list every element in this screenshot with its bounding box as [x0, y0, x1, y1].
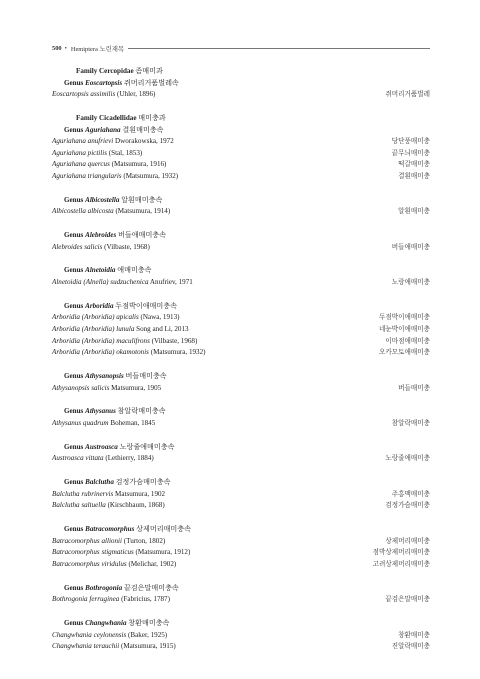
genus-korean: 노랑줄애매미충속 [119, 442, 175, 451]
species-name: Alebroides salicis [52, 242, 103, 251]
species-author: (Matsumura, 1916) [109, 160, 167, 169]
species-name: Eoscartopsis assimilis [52, 90, 116, 99]
species-name: Batracomorphus stigmaticus [52, 548, 134, 557]
species-author: (Melichar, 1902) [126, 559, 177, 568]
genus-name: Austroasca [85, 442, 118, 451]
species-author: (Turton, 1802) [121, 536, 166, 545]
species-author: (Stal, 1853) [106, 148, 143, 157]
species-common-name: 이마점애매미충 [385, 337, 430, 345]
species-author: Anufriev, 1971 [148, 278, 193, 287]
species-common-name: 결흰매미충 [398, 172, 430, 180]
species-name: Arboridia (Arboridia) lunula [52, 325, 135, 334]
species-row [52, 324, 430, 336]
species-common-name: 끝검은말매미충 [385, 596, 430, 604]
species-name: Aguriahana anufrievi [52, 137, 114, 146]
species-author: (Uhler, 1896) [115, 90, 156, 99]
family-korean: 좀매미과 [135, 67, 163, 75]
genus-heading [52, 265, 430, 277]
genus-prefix: Genus [64, 301, 84, 310]
species-author: Boheman, 1845 [108, 418, 156, 427]
genus-name: Changwhania [85, 619, 127, 628]
genus-name: Alebroides [85, 231, 117, 240]
species-common-name: 버들매미충 [398, 384, 430, 392]
species-author: (Kirschbaum, 1868) [105, 501, 165, 510]
species-name: Athysanus quadrum [52, 418, 109, 427]
species-name: Balclutha saltuella [52, 501, 106, 510]
family-latin: Family Cicadellidae [76, 113, 137, 122]
species-common-name: 당단풍매미충 [391, 138, 430, 146]
family-heading [52, 66, 430, 78]
genus-prefix: Genus [64, 619, 84, 628]
genus-korean: 버들매미충속 [125, 372, 167, 380]
species-row [52, 347, 430, 359]
genus-heading [52, 195, 430, 207]
species-author: (Baker, 1925) [126, 630, 168, 639]
species-common-name: 노랑애매미충 [391, 279, 430, 287]
genus-heading [52, 442, 430, 454]
species-row [52, 500, 430, 512]
genus-name: Bothrogonia [85, 583, 123, 592]
species-author: (Lethierry, 1884) [103, 454, 154, 463]
species-row [52, 559, 430, 571]
species-author: (Fabricius, 1787) [119, 595, 170, 604]
genus-name: Athysanopsis [85, 372, 124, 380]
taxon-group [52, 618, 430, 653]
species-common-name: 참알락매미충 [391, 419, 430, 427]
header-separator: • [64, 44, 67, 52]
genus-korean: 쥐머리거품벌레속 [123, 78, 179, 87]
species-common-name: 주홍맥매미충 [391, 490, 430, 498]
species-common-name: 노랑줄애매미충 [385, 455, 430, 463]
genus-prefix: Genus [64, 266, 84, 275]
species-name: Arboridia (Arboridia) apicalis [52, 313, 139, 322]
species-row [52, 453, 430, 465]
taxon-group [52, 583, 430, 606]
family-heading [52, 113, 430, 125]
species-common-name: 상제머리매미충 [385, 537, 430, 545]
genus-prefix: Genus [64, 372, 84, 380]
taxon-group [52, 66, 430, 101]
species-row [52, 383, 430, 395]
genus-korean: 상제머리매미충속 [136, 525, 191, 534]
taxon-group [52, 477, 430, 512]
species-name: Alnetoidia (Alnella) sudzuchenica [52, 278, 149, 287]
genus-prefix: Genus [64, 78, 84, 87]
species-author: (Vilbaste, 1968) [102, 242, 150, 251]
species-name: Athysanopsis salicis [52, 383, 110, 392]
genus-prefix: Genus [64, 583, 84, 592]
species-common-name: 네눈박이애매미충 [379, 326, 430, 334]
species-author: Matsumura, 1902 [113, 489, 166, 498]
species-name: Changwhania terauchii [52, 642, 120, 651]
genus-name: Alnetoidia [85, 266, 116, 275]
genus-prefix: Genus [64, 442, 84, 451]
genus-prefix: Genus [64, 231, 84, 240]
genus-heading [52, 583, 430, 595]
species-name: Albicostella albicosta [52, 207, 114, 216]
species-common-name: 떡갈매미충 [398, 161, 430, 169]
species-author: Song and Li, 2013 [134, 325, 189, 334]
running-header [52, 42, 430, 54]
family-korean: 매미충과 [138, 113, 166, 122]
genus-heading [52, 301, 430, 313]
species-name: Bothrogonia ferruginea [52, 595, 120, 604]
genus-prefix: Genus [64, 525, 84, 534]
species-author: (Nawa, 1913) [138, 313, 180, 322]
species-row [52, 148, 430, 160]
species-name: Batracomorphus allionii [52, 536, 122, 545]
header-rule [128, 48, 430, 49]
species-common-name: 창환매미충 [398, 631, 430, 639]
genus-prefix: Genus [64, 478, 84, 487]
taxon-group [52, 371, 430, 394]
species-author: (Matsumura, 1932) [148, 348, 206, 357]
species-row [52, 641, 430, 653]
species-author: Dworakowska, 1972 [113, 137, 174, 146]
species-row [52, 489, 430, 501]
species-name: Arboridia (Arboridia) okamotonis [52, 348, 149, 357]
species-author: (Vilbaste, 1968) [149, 336, 198, 345]
genus-korean: 참알락매미충속 [117, 407, 166, 416]
species-row [52, 594, 430, 606]
species-author: Matsumura, 1905 [109, 383, 162, 392]
species-common-name: 버들애매미충 [391, 243, 430, 251]
species-row [52, 312, 430, 324]
header-title: Hemiptera 노린재목 [70, 45, 125, 53]
species-row [52, 159, 430, 171]
genus-heading [52, 78, 430, 90]
species-row [52, 277, 430, 289]
family-latin: Family Cercopidae [76, 67, 134, 75]
species-row [52, 418, 430, 430]
species-row [52, 536, 430, 548]
taxon-group [52, 195, 430, 218]
taxon-group [52, 230, 430, 253]
species-common-name: 쥐머리거품벌레 [385, 91, 430, 99]
genus-korean: 두점박이애매미충속 [115, 301, 177, 310]
genus-name: Balclutha [85, 478, 114, 487]
species-common-name: 오카모토애매미충 [379, 349, 430, 357]
species-row [52, 630, 430, 642]
genus-name: Albicostella [85, 195, 120, 204]
genus-heading [52, 406, 430, 418]
genus-name: Aguriahana [85, 125, 121, 134]
species-author: (Matsumura, 1915) [119, 642, 176, 651]
genus-korean: 애매미충속 [117, 266, 152, 275]
taxon-group [52, 442, 430, 465]
genus-korean: 끝검은말매미충속 [123, 583, 179, 592]
genus-name: Athysanus [85, 407, 116, 416]
species-name: Batracomorphus viridulus [52, 559, 127, 568]
genus-heading [52, 125, 430, 137]
species-author: (Matsumura, 1932) [121, 171, 179, 180]
genus-heading [52, 524, 430, 536]
species-row [52, 136, 430, 148]
genus-name: Batracomorphus [85, 525, 135, 534]
species-row [52, 89, 430, 101]
species-row [52, 336, 430, 348]
genus-prefix: Genus [64, 195, 84, 204]
species-author: (Matsumura, 1912) [133, 548, 191, 557]
species-common-name: 알흰매미충 [398, 208, 430, 216]
genus-heading [52, 618, 430, 630]
taxon-group [52, 265, 430, 288]
species-row [52, 171, 430, 183]
species-name: Arboridia (Arboridia) maculifrons [52, 336, 150, 345]
species-name: Austroasca vittata [52, 454, 104, 463]
checklist [52, 66, 430, 665]
species-common-name: 두점박이애매미충 [379, 314, 430, 322]
species-name: Aguriahana pictilis [52, 148, 107, 157]
genus-korean: 버들애매미충속 [118, 231, 166, 240]
species-author: (Matsumura, 1914) [113, 207, 171, 216]
species-name: Changwhania ceylonensis [52, 630, 127, 639]
genus-name: Eoscartopsis [85, 78, 123, 87]
species-row [52, 547, 430, 559]
species-common-name: 점박상제머리매미충 [372, 549, 430, 557]
genus-name: Arboridia [85, 301, 114, 310]
taxon-group [52, 113, 430, 183]
species-name: Aguriahana triangularis [52, 171, 122, 180]
genus-heading [52, 230, 430, 242]
taxon-group [52, 301, 430, 359]
genus-korean: 창환매미충속 [128, 619, 170, 628]
genus-korean: 결흰매미충속 [122, 125, 164, 134]
species-name: Aguriahana quercus [52, 160, 110, 169]
species-common-name: 검정가슴매미충 [385, 502, 430, 510]
taxon-group [52, 524, 430, 570]
genus-prefix: Genus [64, 407, 84, 416]
species-common-name: 끝무늬매미충 [391, 149, 430, 157]
page-number: 500 [52, 44, 62, 52]
species-name: Balclutha rubrinervis [52, 489, 114, 498]
genus-korean: 검정가슴매미충속 [115, 478, 171, 487]
taxon-group [52, 406, 430, 429]
species-row [52, 242, 430, 254]
species-common-name: 고려상제머리매미충 [372, 560, 430, 568]
genus-korean: 알흰매미충속 [121, 195, 163, 204]
species-row [52, 206, 430, 218]
genus-heading [52, 477, 430, 489]
genus-prefix: Genus [64, 125, 84, 134]
genus-heading [52, 371, 430, 383]
species-common-name: 진알락매미충 [391, 643, 430, 651]
